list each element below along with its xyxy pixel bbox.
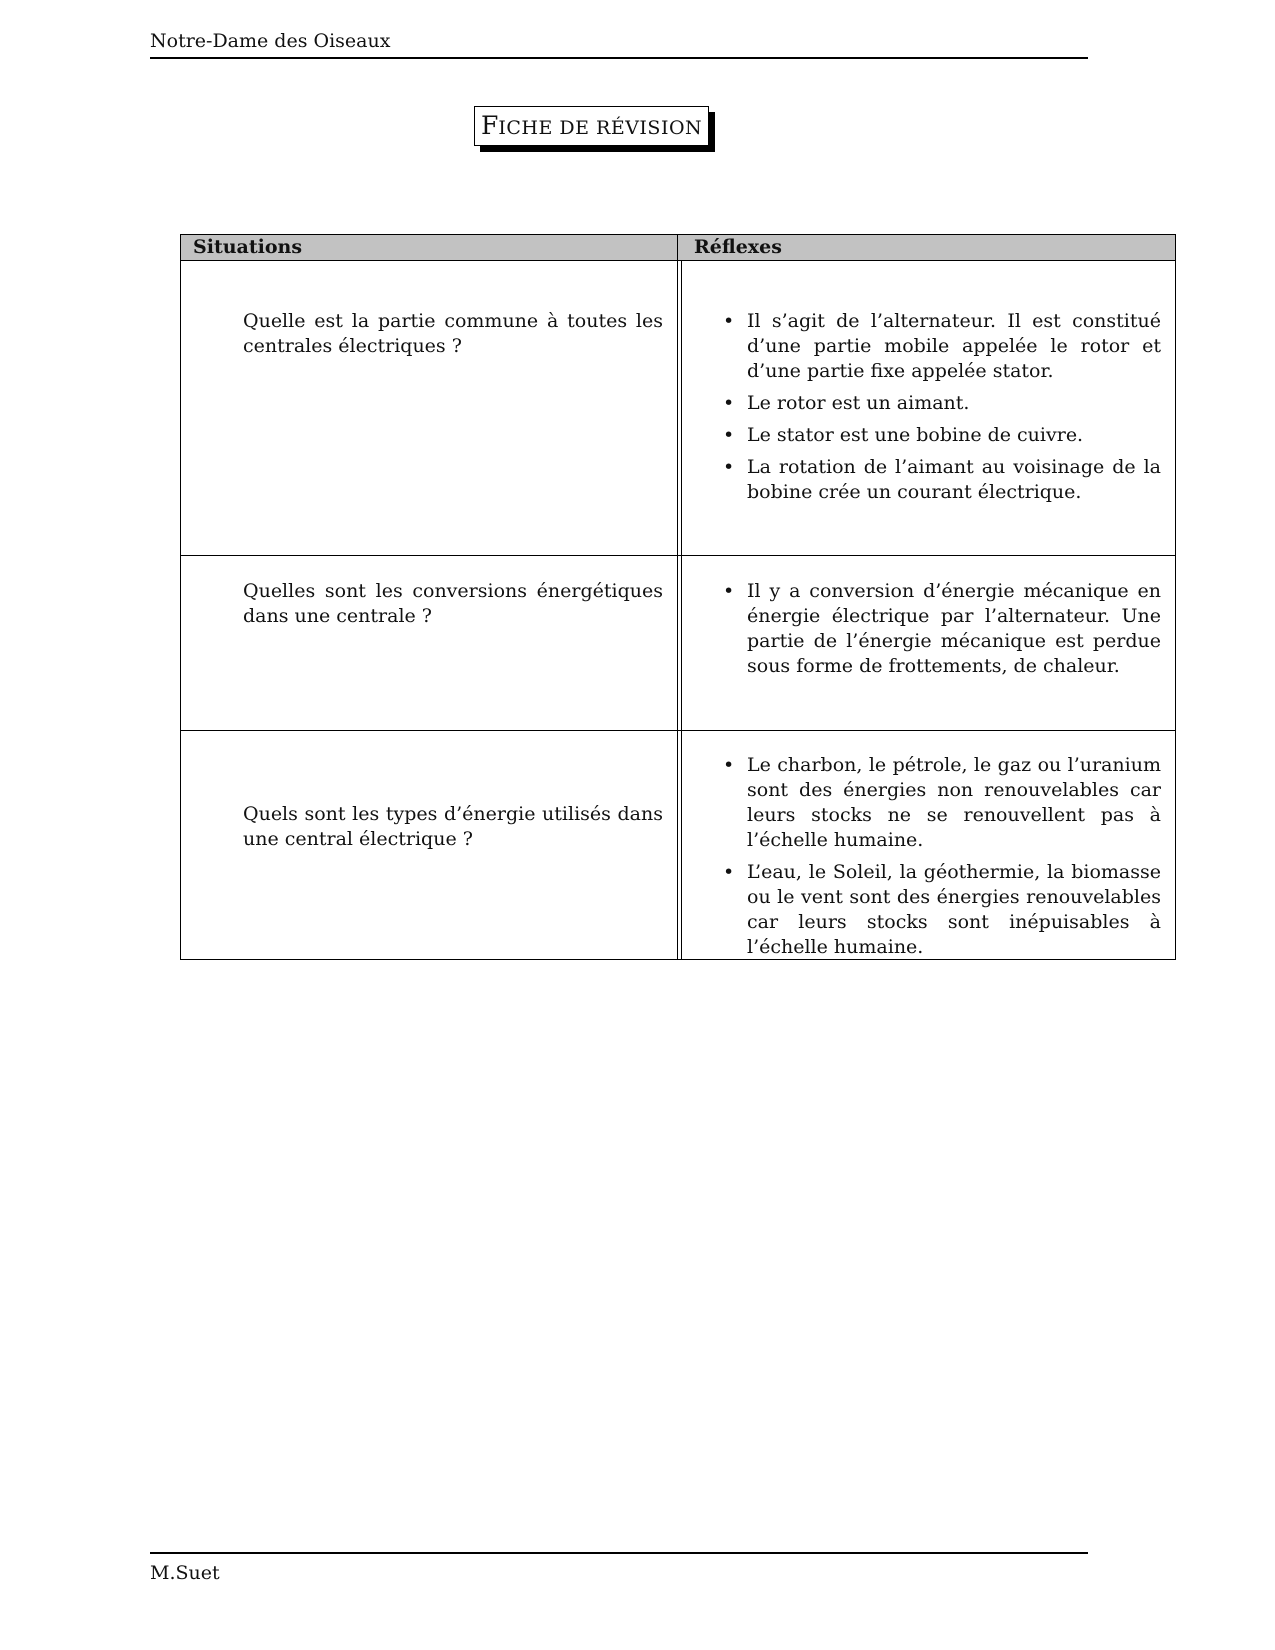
row-separator [181,730,1175,731]
revision-table [180,234,1176,960]
list-item: • Le charbon, le pétrole, le gaz ou l’uranium sont des énergies non renouvelables car leurs stocks ne se renouvellent pas à l’échelle humaine. [723,754,1161,851]
list-item: • La rotation de l’aimant au voisinage de la bobine crée un courant électrique. [723,456,1161,503]
column-header-situations: Situations [193,236,303,258]
title-initial: F [481,111,499,140]
answers-1 [723,309,1161,512]
bullet-icon: • [723,392,735,414]
question-2: Quelles sont les conversions énergétiques dans une centrale ? [243,580,663,627]
question-1: Quelle est la partie commune à toutes les centrales électriques ? [243,310,663,357]
bullet-icon: • [723,861,735,883]
column-divider-double [681,261,682,959]
table-header [181,235,1175,261]
row-separator [181,555,1175,556]
page-header [150,28,1088,59]
column-divider [677,235,678,959]
list-item: • Le stator est une bobine de cuivre. [723,424,1084,446]
question-3: Quels sont les types d’énergie utilisés dans une central électrique ? [243,803,663,850]
column-header-reflexes: Réflexes [694,236,782,258]
page-footer [150,1552,1088,1584]
list-item: • Le rotor est un aimant. [723,392,970,414]
title-rest: ICHE DE RÉVISION [498,117,703,139]
answers-3 [723,753,1161,967]
author-name: M.Suet [150,1562,220,1584]
school-name: Notre-Dame des Oiseaux [150,30,391,52]
page-title [474,106,709,146]
list-item: • L’eau, le Soleil, la géothermie, la biomasse ou le vent sont des énergies renouvelables car leurs stocks sont inépuisables à l’échelle humaine. [723,861,1161,958]
list-item: • Il y a conversion d’énergie mécanique en énergie électrique par l’alternateur. Une partie de l’énergie mécanique est perdue sous forme de frottements, de chaleur. [723,580,1161,677]
bullet-icon: • [723,754,735,776]
bullet-icon: • [723,424,735,446]
list-item: • Il s’agit de l’alternateur. Il est constitué d’une partie mobile appelée le rotor et d’une partie fixe appelée stator. [723,310,1161,382]
title-box [474,106,709,146]
answers-2 [723,579,1161,686]
bullet-icon: • [723,456,735,478]
bullet-icon: • [723,580,735,602]
bullet-icon: • [723,310,735,332]
